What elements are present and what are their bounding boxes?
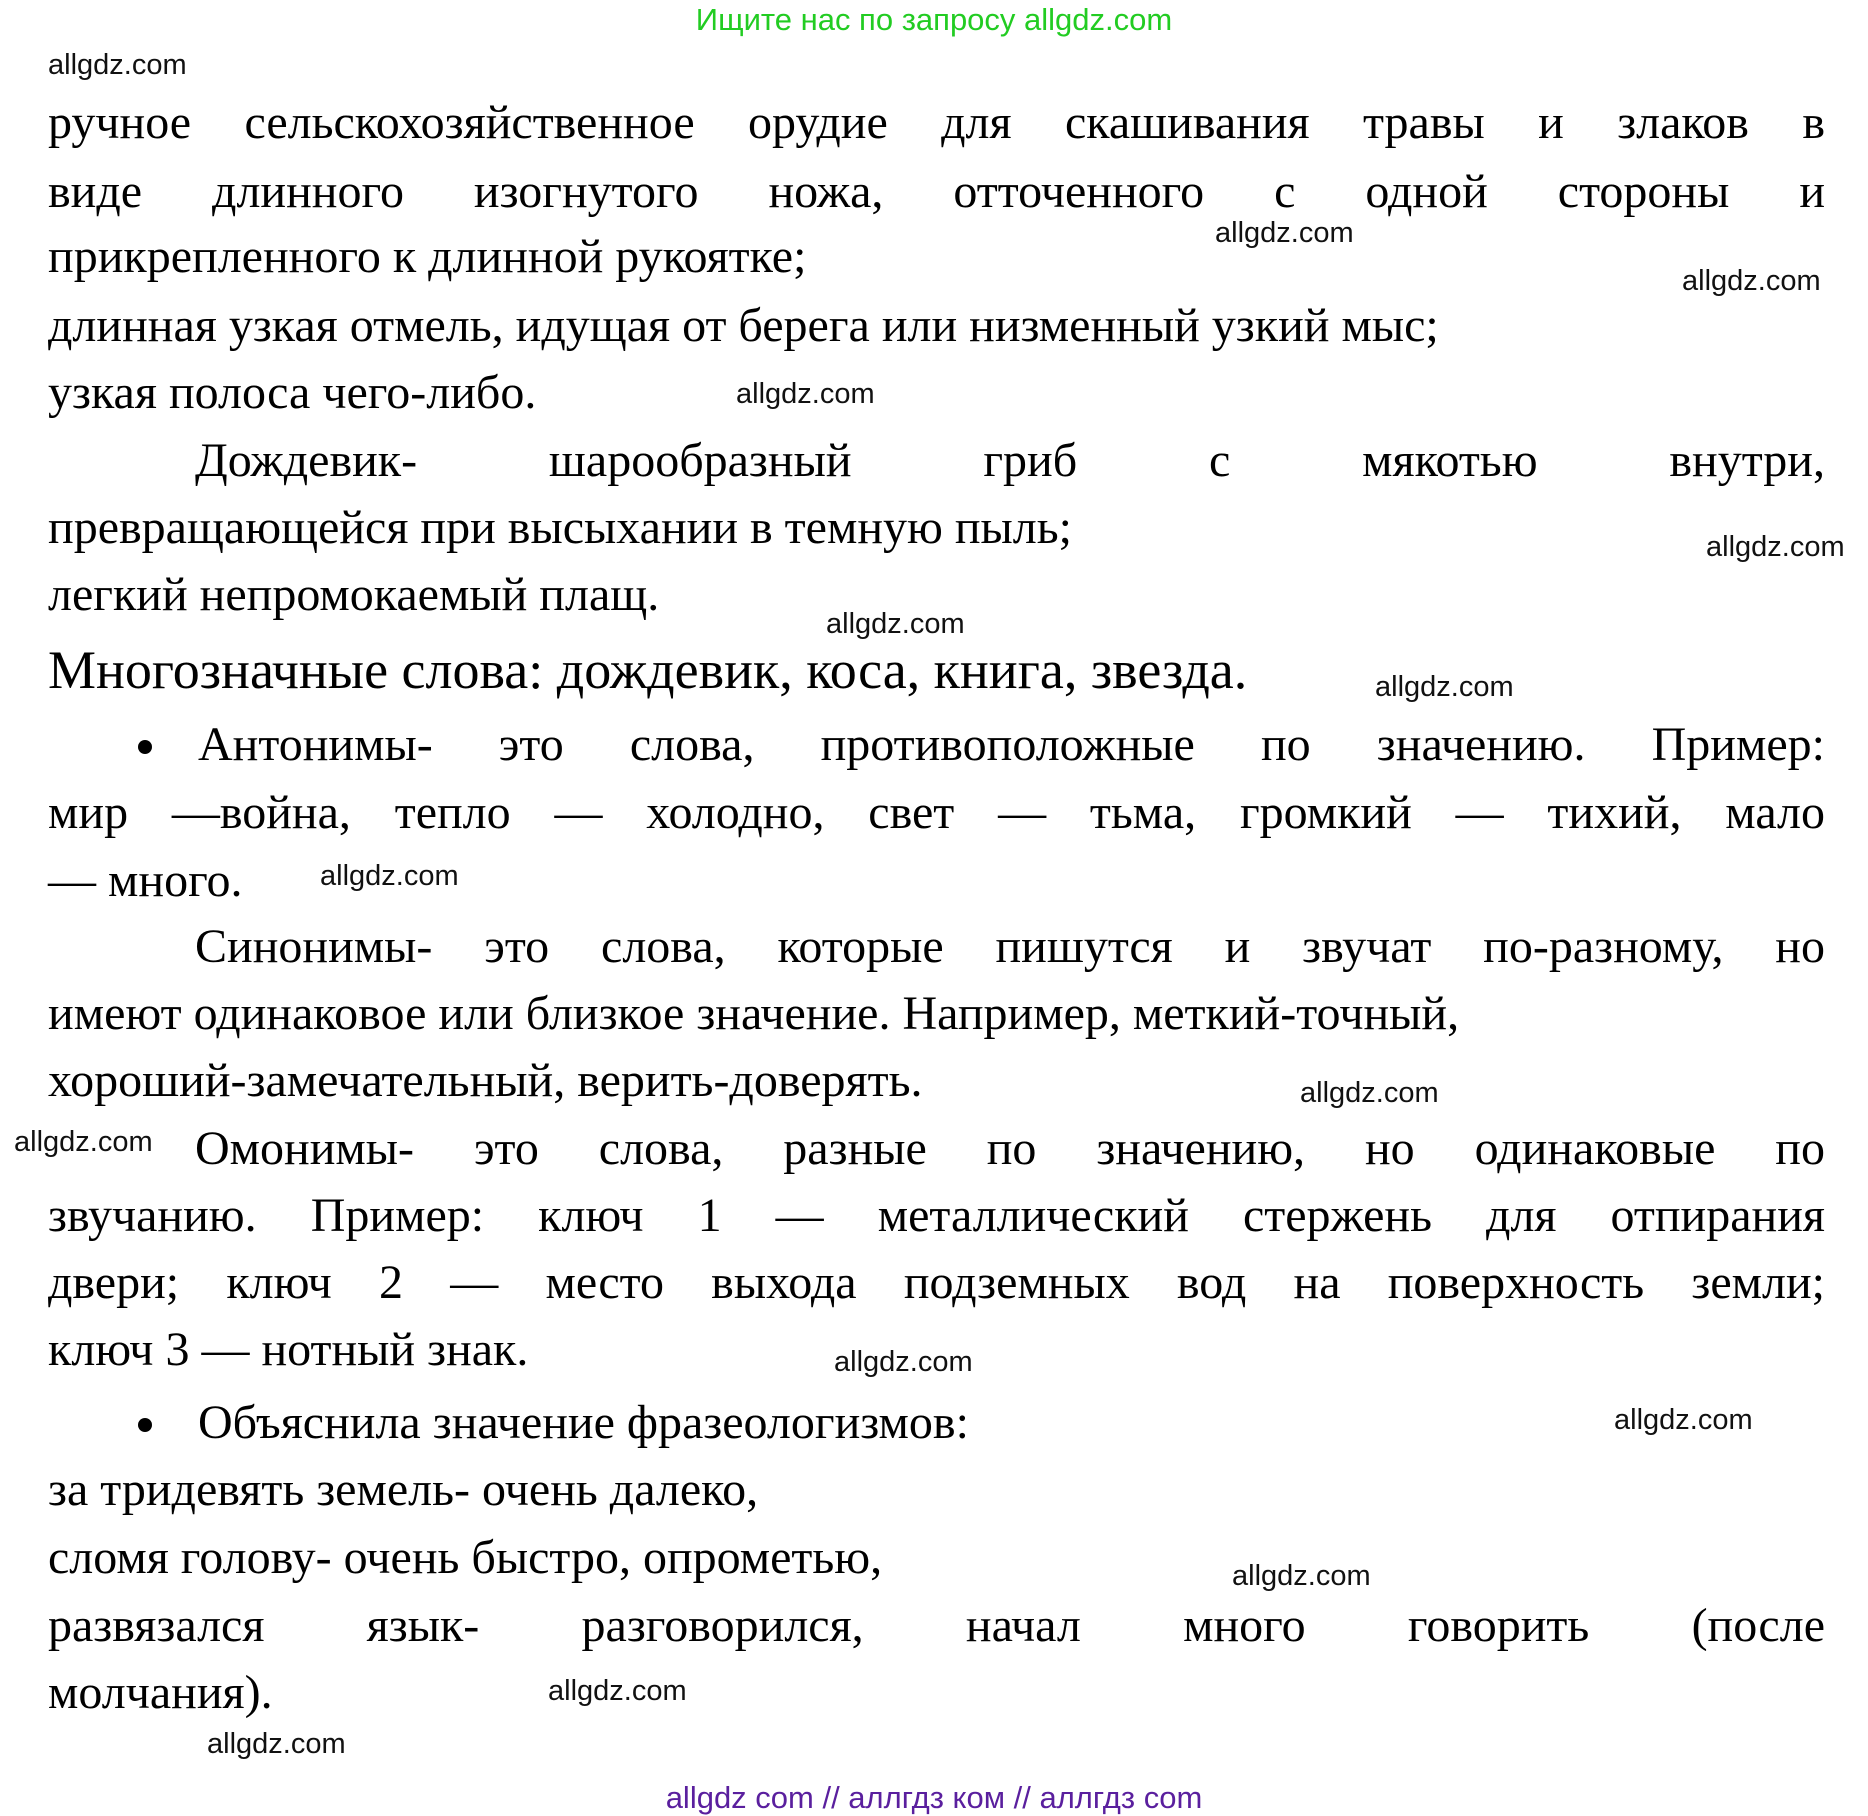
text-line: за тридевять земель- очень далеко, [48, 1463, 759, 1516]
watermark: allgdz.com [1614, 1404, 1753, 1436]
watermark: allgdz.com [1375, 671, 1514, 703]
text-line: Дождевик- шарообразный гриб с мякотью внутри, [195, 436, 1825, 486]
text-line: хороший-замечательный, верить-доверять. [48, 1054, 923, 1107]
text-line: Омонимы- это слова, разные по значению, но одинаковые по [195, 1124, 1825, 1174]
watermark: allgdz.com [1215, 217, 1354, 249]
watermark: allgdz.com [1706, 531, 1845, 563]
text-line: сломя голову- очень быстро, опрометью, [48, 1531, 883, 1584]
watermark: allgdz.com [1682, 265, 1821, 297]
text-line: длинная узкая отмель, идущая от берега или низменный узкий мыс; [48, 299, 1439, 352]
text-line: легкий непромокаемый плащ. [48, 568, 660, 621]
text-line: Объяснила значение фразеологизмов: [198, 1396, 969, 1449]
watermark: allgdz.com [548, 1675, 687, 1707]
text-line: Многозначные слова: дождевик, коса, книга, звезда. [48, 640, 1248, 700]
text-line: ключ 3 — нотный знак. [48, 1323, 529, 1376]
watermark: allgdz.com [736, 378, 875, 410]
watermark: allgdz.com [826, 608, 965, 640]
watermark: allgdz.com [1232, 1560, 1371, 1592]
text-line: — много. [48, 854, 243, 907]
text-line: развязался язык- разговорился, начал много говорить (после [48, 1601, 1825, 1651]
watermark: allgdz.com [48, 49, 187, 81]
text-line: Антонимы- это слова, противоположные по значению. Пример: [198, 720, 1825, 770]
text-line: мир —война, тепло — холодно, свет — тьма, громкий — тихий, мало [48, 788, 1825, 838]
watermark: allgdz.com [207, 1728, 346, 1760]
text-line: имеют одинаковое или близкое значение. Например, меткий-точный, [48, 987, 1460, 1040]
text-line: виде длинного изогнутого ножа, отточенного с одной стороны и [48, 167, 1825, 217]
text-line: молчания). [48, 1666, 273, 1719]
text-line: звучанию. Пример: ключ 1 — металлический стержень для отпирания [48, 1191, 1825, 1241]
watermark: allgdz.com [1300, 1077, 1439, 1109]
text-line: двери; ключ 2 — место выхода подземных вод на поверхность земли; [48, 1258, 1825, 1308]
text-line: Синонимы- это слова, которые пишутся и звучат по-разному, но [195, 922, 1825, 972]
footer-site-links: allgdz com // аллгдз ком // аллгдз com [665, 1780, 1203, 1815]
watermark: allgdz.com [834, 1346, 973, 1378]
text-line: превращающейся при высыхании в темную пыль; [48, 501, 1072, 554]
search-hint-header: Ищите нас по запросу allgdz.com [695, 2, 1173, 37]
text-line: узкая полоса чего-либо. [48, 366, 537, 419]
bullet-icon [138, 1418, 152, 1432]
bullet-icon [138, 740, 152, 754]
text-line: ручное сельскохозяйственное орудие для скашивания травы и злаков в [48, 98, 1825, 148]
text-line: прикрепленного к длинной рукоятке; [48, 230, 807, 283]
watermark: allgdz.com [14, 1126, 153, 1158]
watermark: allgdz.com [320, 860, 459, 892]
